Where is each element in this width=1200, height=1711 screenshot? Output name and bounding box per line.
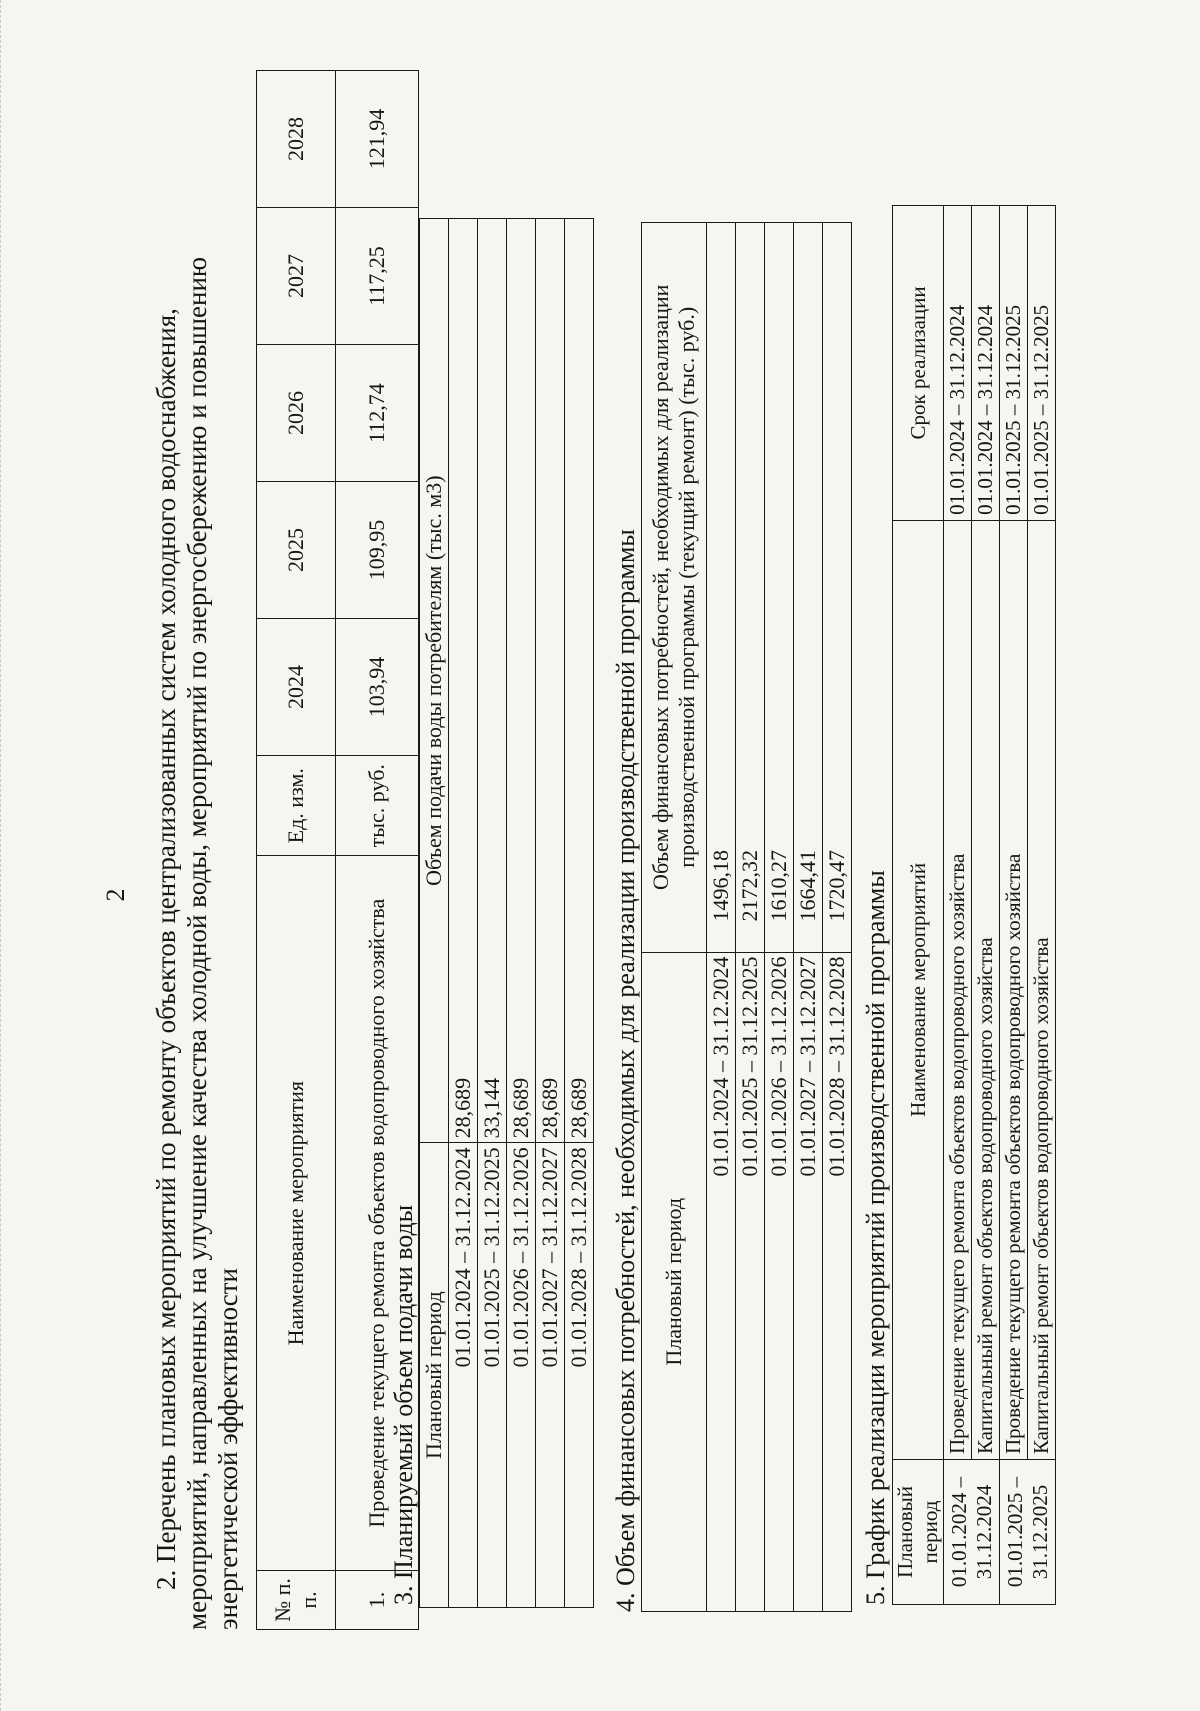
table-row [707,223,736,1612]
row-period-line-1: 01.01.2024 – [946,1476,971,1588]
header-year: 2025 [257,482,336,619]
table-implementation-schedule [892,205,1056,1605]
header-amount-line-1: Объем финансовых потребностей, необходимых для реализации [648,284,673,890]
header-measure-name: Наименование мероприятия [257,856,336,1571]
table-row [536,219,565,1608]
table-financial-needs [641,222,852,1612]
row-period: 01.01.2024 – 31.12.2024 [707,952,736,1611]
row-num: 1. [336,1570,419,1629]
header-unit: Ед. изм. [257,756,336,856]
row-measure-name: Проведение текущего ремонта объектов водопроводного хозяйства [336,856,419,1571]
row-measure-name: Капитальный ремонт объектов водопроводного хозяйства [1028,520,1056,1459]
header-year: 2028 [257,71,336,208]
table-row [972,206,1000,1605]
table-row [823,223,852,1612]
header-year: 2027 [257,208,336,345]
row-term: 01.01.2025 – 31.12.2025 [1028,206,1056,521]
table-water-supply-volume [419,218,594,1608]
table-row [565,219,594,1608]
row-amount: 1496,18 [707,223,736,953]
header-volume: Объем подачи воды потребителям (тыс. м3) [420,219,449,1143]
row-amount: 2172,32 [736,223,765,953]
row-period: 01.01.2024 – 31.12.2024 [449,1143,478,1608]
row-period [944,1460,1000,1605]
row-unit: тыс. руб. [336,756,419,856]
row-value: 109,95 [336,482,419,619]
page-number: 2 [101,888,130,902]
header-num: № п. п. [257,1570,336,1629]
row-period: 01.01.2028 – 31.12.2028 [565,1143,594,1608]
row-measure-name: Проведение текущего ремонта объектов водопроводного хозяйства [1000,520,1028,1459]
row-volume: 33,144 [478,219,507,1143]
section-2-title [151,70,244,1630]
header-amount-line-2: производственной программы (текущий ремонт) (тыс. руб.) [674,306,699,868]
row-value: 103,94 [336,619,419,756]
table-header-row [257,71,336,1630]
row-period: 01.01.2026 – 31.12.2026 [765,952,794,1611]
header-measure-name: Наименование мероприятий [893,520,944,1459]
row-measure-name: Проведение текущего ремонта объектов водопроводного хозяйства [944,520,972,1459]
row-measure-name: Капитальный ремонт объектов водопроводного хозяйства [972,520,1000,1459]
table-row [478,219,507,1608]
header-period: Плановый период [642,952,707,1611]
row-period: 01.01.2026 – 31.12.2026 [507,1143,536,1608]
row-period: 01.01.2027 – 31.12.2027 [536,1143,565,1608]
header-year: 2026 [257,345,336,482]
row-amount: 1720,47 [823,223,852,953]
row-term: 01.01.2024 – 31.12.2024 [972,206,1000,521]
row-period-line-2: 31.12.2025 [1027,1484,1052,1580]
section-2-title-line-1: 2. Перечень плановых мероприятий по ремонту объектов централизованных систем холодного водоснабжения, [151,308,181,1590]
header-amount [642,223,707,953]
section-3-title: 3. Планируемый объем подачи воды [389,1204,418,1605]
row-volume: 28,689 [536,219,565,1143]
table-header-row [893,206,944,1605]
table-row [1000,206,1028,1605]
row-amount: 1610,27 [765,223,794,953]
table-row [736,223,765,1612]
row-value: 112,74 [336,345,419,482]
row-period: 01.01.2028 – 31.12.2028 [823,952,852,1611]
row-period: 01.01.2025 – 31.12.2025 [478,1143,507,1608]
table-row [449,219,478,1608]
header-year: 2024 [257,619,336,756]
section-5-title: 5. График реализации мероприятий производственной программы [861,870,890,1605]
section-2-title-line-2: мероприятий, направленных на улучшение качества холодной воды, мероприятий по энергосбережению и повышению [182,256,212,1630]
rotated-document-sheet [51,45,1141,1690]
section-2-title-line-3: энергетической эффективности [213,1268,243,1630]
table-row [507,219,536,1608]
row-period [1000,1460,1056,1605]
header-period: Плановый период [420,1143,449,1608]
row-volume: 28,689 [565,219,594,1143]
row-term: 01.01.2024 – 31.12.2024 [944,206,972,521]
row-period: 01.01.2025 – 31.12.2025 [736,952,765,1611]
table-header-row [642,223,707,1612]
table-row [1028,206,1056,1605]
header-period: Плановый период [893,1460,944,1605]
table-row [944,206,972,1605]
table-row [794,223,823,1612]
row-term: 01.01.2025 – 31.12.2025 [1000,206,1028,521]
row-value: 121,94 [336,71,419,208]
section-4-title: 4. Объем финансовых потребностей, необходимых для реализации производственной программы [611,529,640,1612]
table-row [765,223,794,1612]
row-amount: 1664,41 [794,223,823,953]
table-header-row [420,219,449,1608]
row-value: 117,25 [336,208,419,345]
row-period: 01.01.2027 – 31.12.2027 [794,952,823,1611]
row-volume: 28,689 [449,219,478,1143]
row-period-line-1: 01.01.2025 – [1002,1476,1027,1588]
row-volume: 28,689 [507,219,536,1143]
row-period-line-2: 31.12.2024 [971,1484,996,1580]
header-term: Срок реализации [893,206,944,521]
